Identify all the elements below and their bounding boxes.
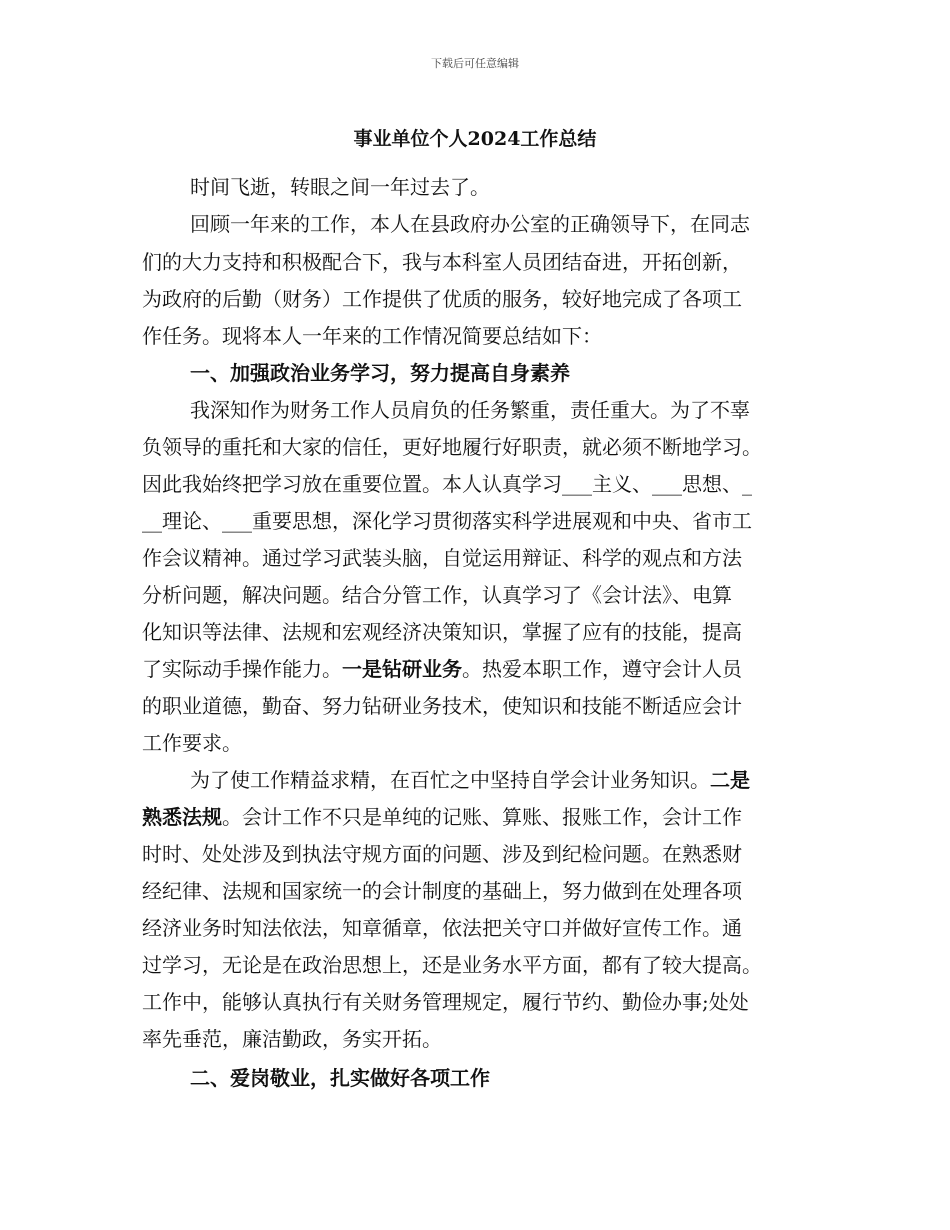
paragraph-line: 负领导的重托和大家的信任，更好地履行好职责，就必须不断地学习。 [142,435,762,459]
paragraph-line: 率先垂范，廉洁勤政，务实开拓。 [142,1027,442,1051]
paragraph-line: 我深知作为财务工作人员肩负的任务繁重，责任重大。为了不辜 [190,398,750,422]
bold-phrase: 熟悉法规 [142,805,222,829]
paragraph-line [190,768,750,792]
paragraph-line: 经纪律、法规和国家统一的会计制度的基础上，努力做到在处理各项 [142,879,742,903]
section-heading: 一、加强政治业务学习，努力提高自身素养 [190,361,570,385]
paragraph-line: 回顾一年来的工作，本人在县政府办公室的正确领导下，在同志 [190,212,750,236]
paragraph-line: 们的大力支持和积极配合下，我与本科室人员团结奋进，开拓创新， [142,250,742,274]
paragraph-line: __理论、___重要思想，深化学习贯彻落实科学进展观和中央、省市工 [142,509,752,533]
bold-phrase: 二是 [710,768,750,792]
paragraph-line: 化知识等法律、法规和宏观经济决策知识，掌握了应有的技能，提高 [142,620,742,644]
line-text: 。热爱本职工作，遵守会计人员 [462,657,742,681]
paragraph-line: 的职业道德，勤奋、努力钻研业务技术，使知识和技能不断适应会计 [142,694,742,718]
line-text: 为了使工作精益求精，在百忙之中坚持自学会计业务知识。 [190,768,710,792]
section-heading: 二、爱岗敬业，扎实做好各项工作 [190,1066,490,1090]
document-title: 事业单位个人2024工作总结 [353,128,597,150]
paragraph-line: 时时、处处涉及到执法守规方面的问题、涉及到纪检问题。在熟悉财 [142,842,742,866]
header-note: 下载后可任意编辑 [431,57,519,70]
bold-phrase: 一是钻研业务 [342,657,462,681]
paragraph-line: 作任务。现将本人一年来的工作情况简要总结如下： [142,324,602,348]
paragraph-line: 过学习，无论是在政治思想上，还是业务水平方面，都有了较大提高。 [142,953,762,977]
paragraph-line: 作会议精神。通过学习武装头脑，自觉运用辩证、科学的观点和方法 [142,546,742,570]
paragraph-line: 工作要求。 [142,731,242,755]
paragraph-line: 经济业务时知法依法，知章循章，依法把关守口并做好宣传工作。通 [142,916,742,940]
paragraph-line: 分析问题，解决问题。结合分管工作，认真学习了《会计法》、电算 [142,583,732,607]
paragraph-line: 时间飞逝，转眼之间一年过去了。 [190,175,490,199]
paragraph-line: 为政府的后勤（财务）工作提供了优质的服务，较好地完成了各项工 [142,287,742,311]
paragraph-line: 因此我始终把学习放在重要位置。本人认真学习___主义、___思想、_ [142,472,752,496]
line-text: 了实际动手操作能力。 [142,657,342,681]
line-text: 。会计工作不只是单纯的记账、算账、报账工作，会计工作 [222,805,742,829]
paragraph-line: 工作中，能够认真执行有关财务管理规定，履行节约、勤俭办事;处处 [142,990,749,1014]
paragraph-line [142,805,742,829]
paragraph-line [142,657,742,681]
